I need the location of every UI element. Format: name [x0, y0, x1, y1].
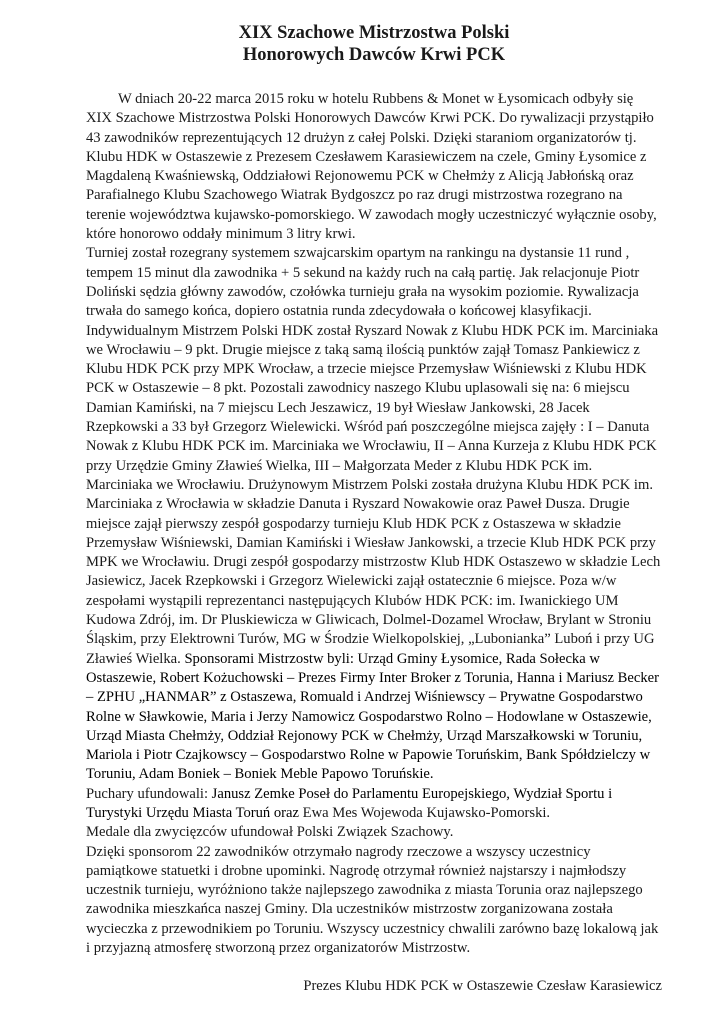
signature: Prezes Klubu HDK PCK w Ostaszewie Czesław Karasiewicz — [303, 978, 662, 995]
results-text: Turniej został rozegrany systemem szwajcarskim opartym na rankingu na dystansie 11 rund , tempem 15 minut dla zawodnika + 5 sekund na każdy ruch na całą partię. Jak relacjonuje Piotr Doliński sędzia główny zawodów, czołówka turnieju grała na wysokim poziomie. Rywalizacja trwała do samego końca, dopiero ostatnia runda zdecydowała o końcowej klasyfikacji. Indywidualnym Mistrzem Polski HDK został Ryszard Nowak z Klubu HDK PCK im. Marciniaka we Wrocławiu – 9 pkt. Drugie miejsce z taką samą ilością punktów zajął Tomasz Pankiewicz z Klubu HDK PCK przy MPK Wrocław, a trzecie miejsce Przemysław Wiśniewski z Klubu HDK PCK w Ostaszewie – 8 pkt. Pozostali zawodnicy naszego Klubu uplasowali się na: 6 miejscu Damian Kamiński, na 7 miejscu Lech Jeszawicz, 19 był Wiesław Jankowski, 28 Jacek Rzepkowski a 33 był Grzegorz Wielewicki. Wśród pań poszczególne miejsca zajęły : I – Danuta Nowak z Klubu HDK PCK im. Marciniaka we Wrocławiu, II – Anna Kurzeja z Klubu HDK PCK przy Urzędzie Gminy Zławieś Wielka, III – Małgorzata Meder z Klubu HDK PCK im. Marciniaka we Wrocławiu. Drużynowym Mistrzem Polski została drużyna Klubu HDK PCK im. Marciniaka z Wrocławia w składzie Danuta i Ryszard Nowakowie oraz Paweł Dusza. Drugie miejsce zajął pierwszy zespół gospodarzy turnieju Klub HDK PCK z Ostaszewa w składzie Przemysław Wiśniewski, Damian Kamiński i Wiesław Jankowski, a trzecie Klub HDK PCK przy MPK we Wrocławiu. Drugi zespół gospodarzy mistrzostw Klub HDK Ostaszewo w składzie Lech Jasiewicz, Jacek Rzepkowski i Grzegorz Wielewicki zajął ostatecznie 6 miejsce. Poza w/w zespołami wystąpili reprezentanci następujących Klubów HDK PCK: im. Iwanickiego UM Kudowa Zdrój, im. Dr Pluskiewicza w Gliwicach, Dolmel-Dozamel Wrocław, Brylant w Stroniu Śląskim, przy Elektrowni Turów, MG w Środzie Wielkopolskiej, „Lubonianka” Luboń i przy UG Zławieś Wielka. — [86, 245, 661, 667]
document-body — [86, 90, 662, 958]
trophies-lead: Puchary ufundowali: — [86, 785, 212, 802]
paragraph-medals: Medale dla zwycięzców ufundował Polski Związek Szachowy. — [86, 824, 454, 841]
document-title — [86, 22, 662, 66]
title-line-1: XIX Szachowe Mistrzostwa Polski — [238, 23, 510, 43]
title-line-2: Honorowych Dawców Krwi PCK — [242, 45, 506, 65]
trophies-funders: Janusz Zemke Poseł do Parlamentu Europejskiego, Wydział Sportu i Turystyki Urzędu Miasta Toruń oraz — [86, 785, 613, 821]
paragraph-trophies — [86, 785, 662, 824]
sponsors-text: Sponsorami Mistrzostw byli: Urząd Gminy Łysomice, Rada Sołecka w Ostaszewie, Robert Kożuchowski – Prezes Firmy Inter Broker z Torunia, Hanna i Mariusz Becker – ZPHU „HANMAR” z Ostaszewa, Romuald i Andrzej Wiśniewscy – Prywatne Gospodarstwo Rolne w Sławkowie, Maria i Jerzy Namowicz Gospodarstwo Rolno – Hodowlane w Ostaszewie, Urząd Miasta Chełmży, Oddział Rejonowy PCK w Chełmży, Urząd Marszałkowski w Toruniu, Mariola i Piotr Czajkowscy – Gospodarstwo Rolne w Papowie Toruńskim, Bank Spółdzielczy w Toruniu, Adam Boniek – Boniek Meble Papowo Toruńskie. — [86, 650, 659, 783]
trophies-tail: Ewa Mes Wojewoda Kujawsko-Pomorski. — [299, 804, 551, 821]
paragraph-prizes: Dzięki sponsorom 22 zawodników otrzymało nagrody rzeczowe a wszyscy uczestnicy pamiątkowe statuetki i drobne upominki. Nagrodę otrzymał również najstarszy i najmłodszy uczestnik turnieju, wyróżniono także najlepszego zawodnika z miasta Torunia oraz najlepszego zawodnika mieszkańca naszej Gminy. Dla uczestników mistrzostw zorganizowana została wycieczka z przewodnikiem po Toruniu. Wszyscy uczestnicy chwalili zarówno bazę lokalową jak i przyjazną atmosferę stworzoną przez organizatorów Mistrzostw. — [86, 843, 659, 957]
paragraph-intro: W dniach 20-22 marca 2015 roku w hotelu Rubbens & Monet w Łysomicach odbyły się XIX Szachowe Mistrzostwa Polski Honorowych Dawców Krwi PCK. Do rywalizacji przystąpiło 43 zawodników reprezentujących 12 drużyn z całej Polski. Dzięki staraniom organizatorów tj. Klubu HDK w Ostaszewie z Prezesem Czesławem Karasiewiczem na czele, Gminy Łysomice z Magdaleną Kwaśniewską, Oddziałowi Rejonowemu PCK w Chełmży z Alicją Jabłońską oraz Parafialnego Klubu Szachowego Wiatrak Bydgoszcz po raz drugi mistrzostwa rozegrano na terenie województwa kujawsko-pomorskiego. W zawodach mogły uczestniczyć wyłącznie osoby, które honorowo oddały minimum 3 litry krwi. — [86, 91, 657, 243]
paragraph-results — [86, 244, 662, 784]
